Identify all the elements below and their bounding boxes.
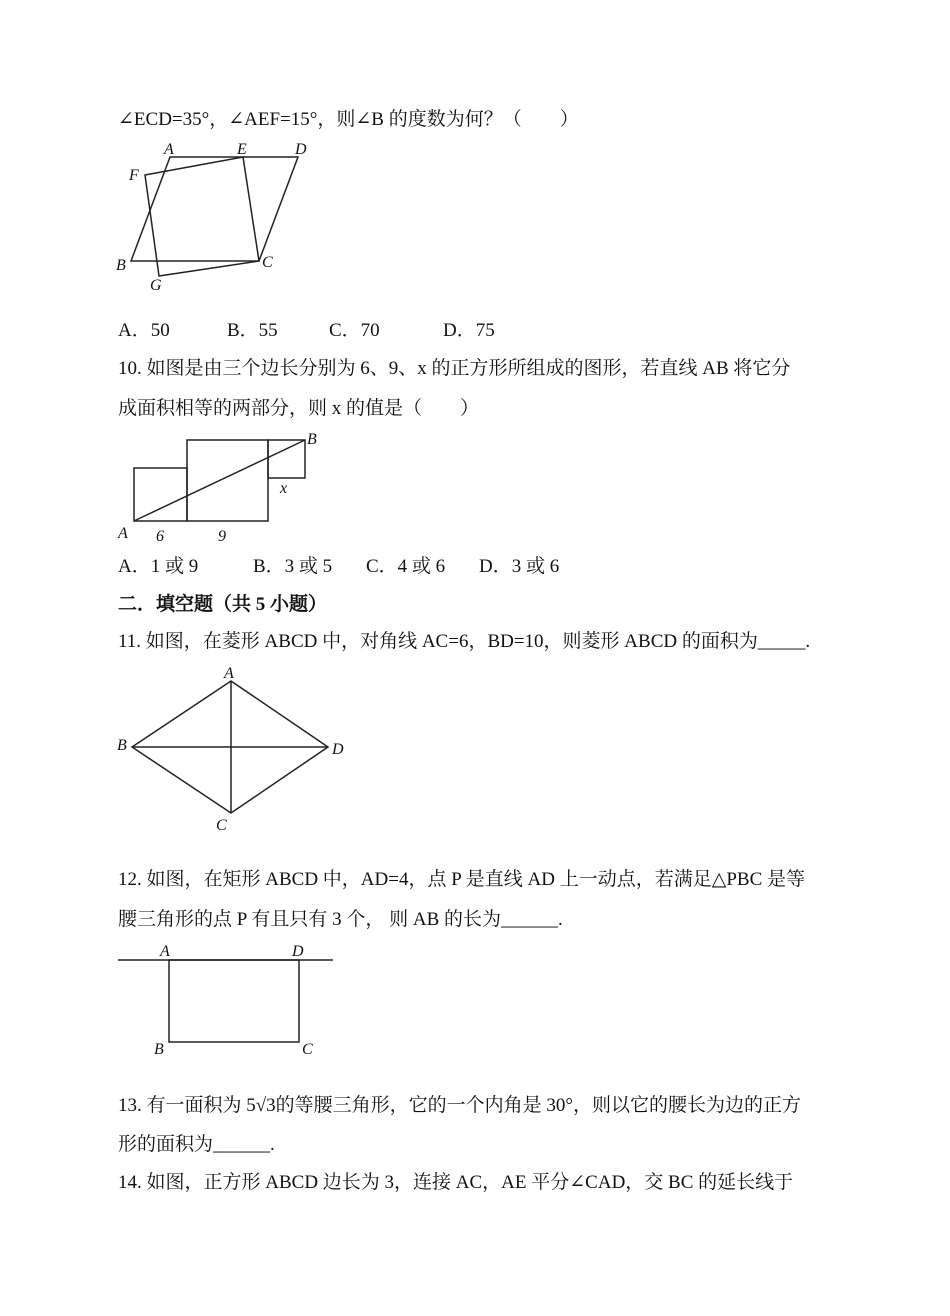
- q10-label-x: x: [280, 480, 288, 497]
- q12-label-c: C: [302, 1041, 313, 1058]
- q9-label-b: B: [116, 257, 126, 274]
- q10-label-b: B: [307, 431, 317, 448]
- q13-line-2: 形的面积为______.: [118, 1134, 275, 1155]
- q9-option-b[interactable]: B．55: [227, 320, 278, 341]
- q10-line-2: 成面积相等的两部分，则 x 的值是（ ）: [118, 398, 480, 419]
- q10-label-9: 9: [218, 528, 226, 545]
- q9-label-a: A: [164, 141, 174, 158]
- q9-label-d: D: [295, 141, 307, 158]
- q9-option-d[interactable]: D．75: [443, 320, 495, 341]
- q9-square-efgc: [145, 157, 259, 276]
- q12-figure: [112, 940, 342, 1060]
- q10-option-c[interactable]: C．4 或 6: [366, 556, 446, 577]
- q11-label-b: B: [117, 737, 127, 754]
- q11-label-d: D: [332, 741, 344, 758]
- q11-figure: [112, 664, 357, 834]
- q10-label-a: A: [118, 525, 128, 542]
- q10-option-d[interactable]: D．3 或 6: [479, 556, 560, 577]
- q10-option-b[interactable]: B．3 或 5: [253, 556, 333, 577]
- q9-label-g: G: [150, 277, 162, 294]
- q10-square-9: [187, 440, 268, 521]
- q10-line-1: 10. 如图是由三个边长分别为 6、9、x 的正方形所组成的图形，若直线 AB 将它分: [118, 358, 791, 379]
- q10-square-x: [268, 440, 305, 478]
- q10-square-6: [134, 468, 187, 521]
- q9-stem-tail: ∠ECD=35°，∠AEF=15°，则∠B 的度数为何？（ ）: [118, 109, 579, 130]
- q10-option-a[interactable]: A．1 或 9: [118, 556, 199, 577]
- q12-label-a: A: [160, 943, 170, 960]
- q9-label-f: F: [129, 167, 139, 184]
- q9-label-c: C: [262, 254, 273, 271]
- q12-label-b: B: [154, 1041, 164, 1058]
- q10-figure: [112, 430, 332, 545]
- q9-option-a[interactable]: A．50: [118, 320, 170, 341]
- q10-label-6: 6: [156, 528, 164, 545]
- q11-label-a: A: [224, 665, 234, 682]
- q12-label-d: D: [292, 943, 304, 960]
- q12-line-2: 腰三角形的点 P 有且只有 3 个， 则 AB 的长为______.: [118, 909, 563, 930]
- section-2-title: 二．填空题（共 5 小题）: [118, 594, 328, 615]
- q12-rectangle: [169, 960, 299, 1042]
- q11-line-1: 11. 如图，在菱形 ABCD 中，对角线 AC=6，BD=10，则菱形 ABCD 的面积为_____.: [118, 631, 811, 652]
- q9-figure: [112, 140, 312, 300]
- q13-line-1: 13. 有一面积为 5√3的等腰三角形，它的一个内角是 30°，则以它的腰长为边的正方: [118, 1095, 802, 1116]
- q11-label-c: C: [216, 817, 227, 834]
- q14-line-1: 14. 如图，正方形 ABCD 边长为 3，连接 AC，AE 平分∠CAD，交 BC 的延长线于: [118, 1172, 794, 1193]
- q9-option-c[interactable]: C．70: [329, 320, 380, 341]
- q9-label-e: E: [237, 141, 247, 158]
- q12-line-1: 12. 如图，在矩形 ABCD 中，AD=4，点 P 是直线 AD 上一动点，若满足△PBC 是等: [118, 869, 806, 890]
